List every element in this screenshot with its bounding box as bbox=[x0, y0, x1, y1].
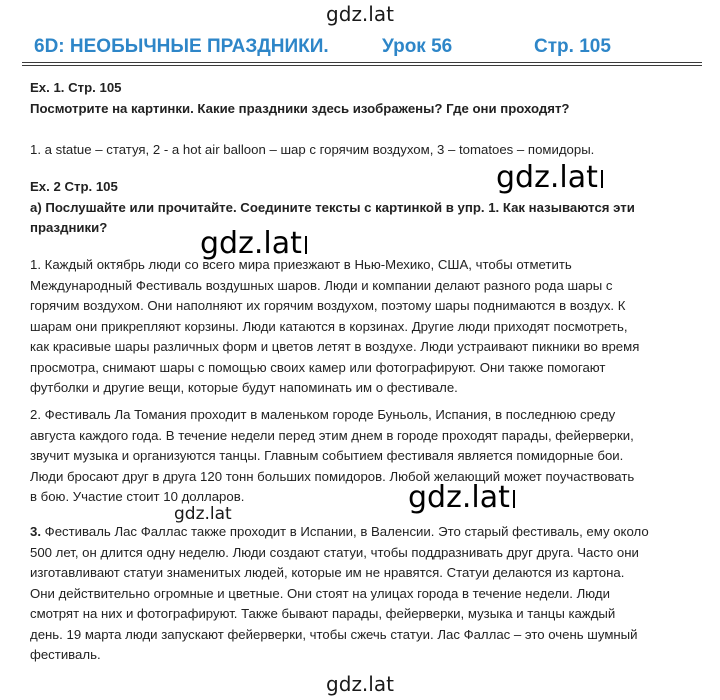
ex1-heading: Ex. 1. Стр. 105 bbox=[30, 80, 122, 95]
header-rule bbox=[22, 62, 702, 63]
watermark-top: gdz.lat bbox=[326, 2, 394, 26]
text-2-line: звучит музыка и организуются танцы. Главным событием фестиваля является помидорные бои. bbox=[30, 448, 624, 463]
ex1-answer bbox=[30, 140, 698, 161]
header-page: Стр. 105 bbox=[534, 36, 611, 57]
watermark-bottom: gdz.lat bbox=[326, 672, 394, 696]
text-3-line: фестиваль. bbox=[30, 647, 101, 662]
watermark-text: gdz.lat bbox=[408, 480, 510, 515]
ex2-heading: Ex. 2 Стр. 105 bbox=[30, 179, 118, 194]
text-1-line: 1. Каждый октябрь люди со всего мира приезжают в Нью-Мехико, США, чтобы отметить bbox=[30, 257, 572, 272]
text-1-line: как красивые шары различных форм и цветов летят в воздухе. Люди устраивают пикники во время bbox=[30, 339, 640, 354]
page-header bbox=[34, 34, 704, 62]
text-2-line: 2. Фестиваль Ла Томания проходит в маленьком городе Буньоль, Испания, в последнюю среду bbox=[30, 407, 616, 422]
watermark-text: gdz.lat bbox=[200, 226, 302, 261]
text-1-line: горячим воздухом. Они наполняют их горячим воздухом, поэтому шары поднимаются в воздух. К bbox=[30, 298, 626, 313]
text-3-line: изготавливают статуи знаменитых людей, которые им не нравятся. Статуи делаются из картона. bbox=[30, 565, 625, 580]
watermark-overlay-1 bbox=[496, 160, 603, 195]
text-3-line: день. 19 марта люди запускают фейерверки, чтобы сжечь статуи. Лас Фаллас – это очень шумный bbox=[30, 626, 638, 642]
text-1-line: футболки и другие вещи, которые будут напоминать им о фестивале. bbox=[30, 380, 458, 395]
exercise-1 bbox=[30, 78, 698, 119]
text-3-number: 3. bbox=[30, 524, 41, 539]
text-3-line: смотрят на них и фотографируют. Также бывают парады, фейерверки, музыка и танцы каждый bbox=[30, 606, 616, 621]
text-2-line: Люди бросают друг в друга 120 тонн больших помидоров. Любой желающий может поучаствовать bbox=[30, 468, 635, 484]
text-1 bbox=[30, 255, 698, 399]
ex1-task: Посмотрите на картинки. Какие праздники здесь изображены? Где они проходят? bbox=[30, 100, 570, 116]
watermark-text: gdz.lat bbox=[496, 160, 598, 195]
watermark-overlay-2 bbox=[200, 226, 307, 261]
text-2 bbox=[30, 405, 698, 508]
ex2-task-line-2: праздники? bbox=[30, 220, 108, 235]
text-3-first-line: Фестиваль Лас Фаллас также проходит в Испании, в Валенсии. Это старый фестиваль, ему около bbox=[41, 524, 649, 539]
watermark-overlay-small: gdz.lat bbox=[174, 504, 232, 524]
ex1-answer-text: 1. a statue – статуя, 2 - a hot air balloon – шар с горячим воздухом, 3 – tomatoes – помидоры. bbox=[30, 142, 595, 157]
watermark-bar bbox=[305, 236, 307, 254]
text-3-line: Они действительно огромные и цветные. Они стоят на улицах города в течение недели. Люди bbox=[30, 585, 610, 601]
text-3-line: 500 лет, он длится одну неделю. Люди создают статуи, чтобы поддразнивать друг друга. Часто они bbox=[30, 544, 639, 560]
header-lesson: Урок 56 bbox=[382, 36, 453, 57]
text-1-line: просмотра, снимают шары с помощью своих камер или фотографируют. Они также помогают bbox=[30, 359, 606, 375]
watermark-bar bbox=[601, 170, 603, 188]
text-3 bbox=[30, 522, 698, 666]
header-title: 6D: НЕОБЫЧНЫЕ ПРАЗДНИКИ. bbox=[34, 36, 329, 57]
text-2-line: августа каждого года. В течение недели перед этим днем в городе проходят парады, фейерверки, bbox=[30, 427, 634, 443]
text-1-line: Международный Фестиваль воздушных шаров. Люди и компании делают разного рода шары с bbox=[30, 277, 613, 293]
watermark-bar bbox=[513, 490, 515, 508]
text-1-line: шарам они прикрепляют корзины. Люди катаются в корзинах. Другие люди приходят посмотреть, bbox=[30, 318, 628, 334]
text-3-line bbox=[30, 522, 698, 543]
text-2-line: в бою. Участие стоит 10 долларов. bbox=[30, 489, 245, 504]
header-rule-2 bbox=[22, 65, 702, 66]
watermark-overlay-3 bbox=[408, 480, 515, 515]
ex2-task-line-1: а) Послушайте или прочитайте. Соедините тексты с картинкой в упр. 1. Как называются эти bbox=[30, 199, 635, 215]
